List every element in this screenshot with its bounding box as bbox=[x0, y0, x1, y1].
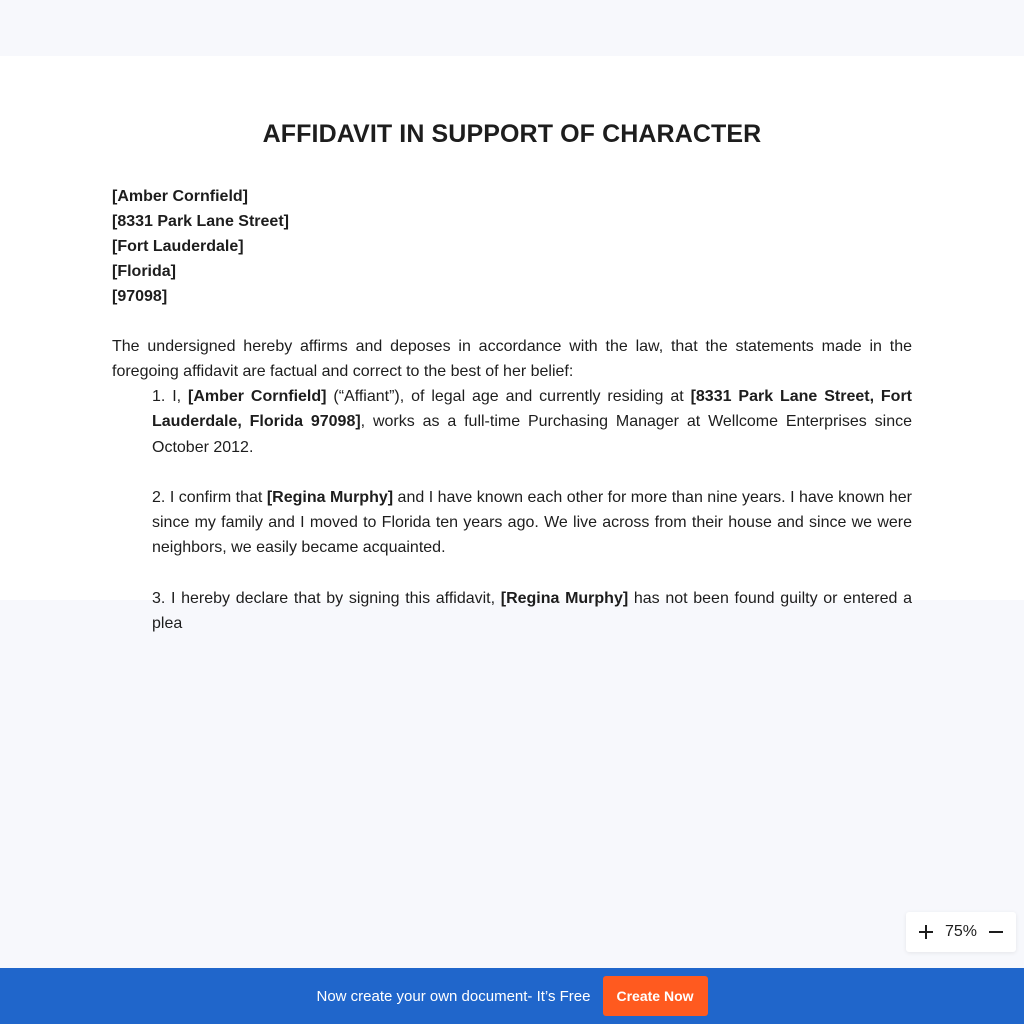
statement-3-suffix: has not been found guilty or entered a plea bbox=[152, 589, 912, 633]
address-line-state: [Florida] bbox=[112, 263, 176, 280]
address-line-street: [8331 Park Lane Street] bbox=[112, 213, 289, 230]
statement-item-1 bbox=[152, 384, 912, 460]
statement-item-3 bbox=[152, 586, 912, 637]
statement-3-subject-name: [Regina Murphy] bbox=[500, 589, 629, 607]
statement-1-middle: (“Affiant”), of legal age and currently residing at bbox=[326, 388, 691, 405]
statement-2-prefix: 2. I confirm that bbox=[152, 488, 267, 506]
create-now-button[interactable]: Create Now bbox=[603, 976, 708, 1016]
document-page bbox=[0, 56, 1024, 633]
statement-2-subject-name: [Regina Murphy] bbox=[266, 488, 394, 506]
zoom-level: 75% bbox=[944, 923, 978, 940]
statement-item-2 bbox=[152, 485, 912, 561]
statement-3-prefix: 3. I hereby declare that by signing this affidavit, bbox=[152, 589, 501, 607]
intro-paragraph: The undersigned hereby affirms and deposes in accordance with the law, that the statements made in the foregoing affidavit are factual and correct to the best of her belief: bbox=[112, 338, 912, 380]
zoom-out-button[interactable] bbox=[986, 922, 1006, 942]
statement-1-suffix: , works as a full-time Purchasing Manager at Wellcome Enterprises since October 2012. bbox=[152, 413, 912, 456]
statement-1-affiant-address: [8331 Park Lane Street, Fort Lauderdale, Florida 97098] bbox=[152, 388, 912, 431]
zoom-in-button[interactable] bbox=[916, 922, 936, 942]
statement-1-prefix: 1. I, bbox=[152, 388, 189, 405]
address-block bbox=[112, 184, 289, 309]
address-line-city: [Fort Lauderdale] bbox=[112, 238, 244, 255]
document-title: AFFIDAVIT IN SUPPORT OF CHARACTER bbox=[262, 120, 762, 148]
address-line-name: [Amber Cornfield] bbox=[112, 188, 248, 205]
promo-bar bbox=[0, 968, 1024, 1024]
address-line-zip: [97098] bbox=[112, 288, 168, 305]
statement-1-affiant-name: [Amber Cornfield] bbox=[188, 388, 327, 405]
zoom-control bbox=[906, 912, 1016, 952]
statement-list bbox=[152, 384, 912, 661]
statement-2-suffix: and I have known each other for more than nine years. I have known her since my family and I moved to Florida ten years ago. We live across from their house and since we were neighbors, we easily became acquainted. bbox=[152, 488, 913, 557]
promo-text: Now create your own document- It’s Free bbox=[316, 987, 591, 1005]
